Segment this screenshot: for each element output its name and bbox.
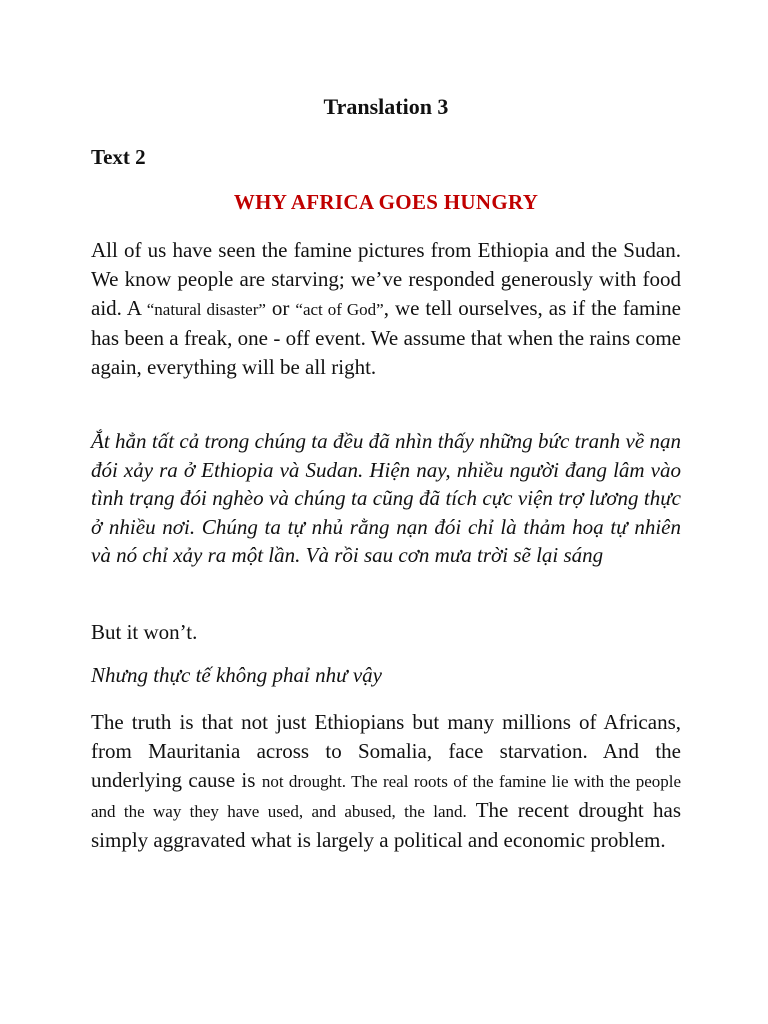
p1-text-a: All of us have seen the famine pictures from Ethiopia and the Sudan. We know people are starving; we’ve responded generously with food aid. A [91, 238, 681, 320]
p1-quote-natural-disaster: “natural disaster” [146, 300, 266, 319]
p5-text-real-roots: The real roots of the famine lie with the people and the way they have used, and abused, the land. [91, 772, 682, 821]
english-paragraph-1 [91, 236, 681, 382]
article-title: WHY AFRICA GOES HUNGRY [233, 190, 539, 214]
p5-text-a: The truth is that not just Ethiopians but many millions of Africans, from Mauritania across to Somalia, face starvation. And the underlying cause is [91, 710, 681, 792]
p5-text-d: The recent drought has simply aggravated what is largely a political and economic problem. [91, 798, 681, 852]
text-subheading: Text 2 [91, 145, 146, 169]
p1-text-or: or [265, 296, 296, 320]
vietnamese-paragraph-2: Nhưng thực tế không phaỉ như vậy [91, 663, 382, 687]
document-title: Translation 3 [323, 94, 449, 119]
p1-quote-act-of-god: “act of God” [295, 300, 384, 319]
english-paragraph-3 [91, 708, 681, 855]
vietnamese-paragraph-1: Ắt hẳn tất cả trong chúng ta đều đã nhìn thấy những bức tranh về nạn đói xảy ra ở Ethiopia và Sudan. Hiện nay, nhiều người đang lâm vào tình trạng đói nghèo và chúng ta cũng đã tích cực viện trợ lương thực ở nhiều nơi. Chúng ta tự nhủ rằng nạn đói chỉ là thảm hoạ tự nhiên và nó chỉ xảy ra một lần. Và rồi sau cơn mưa trời sẽ lại sáng [91, 429, 681, 567]
p1-text-e: , we tell ourselves, as if the famine has been a freak, one - off event. We assume that when the rains come again, everything will be all right. [91, 296, 682, 379]
english-paragraph-2: But it won’t. [91, 620, 198, 644]
p5-text-not-drought: not drought. [261, 772, 347, 791]
